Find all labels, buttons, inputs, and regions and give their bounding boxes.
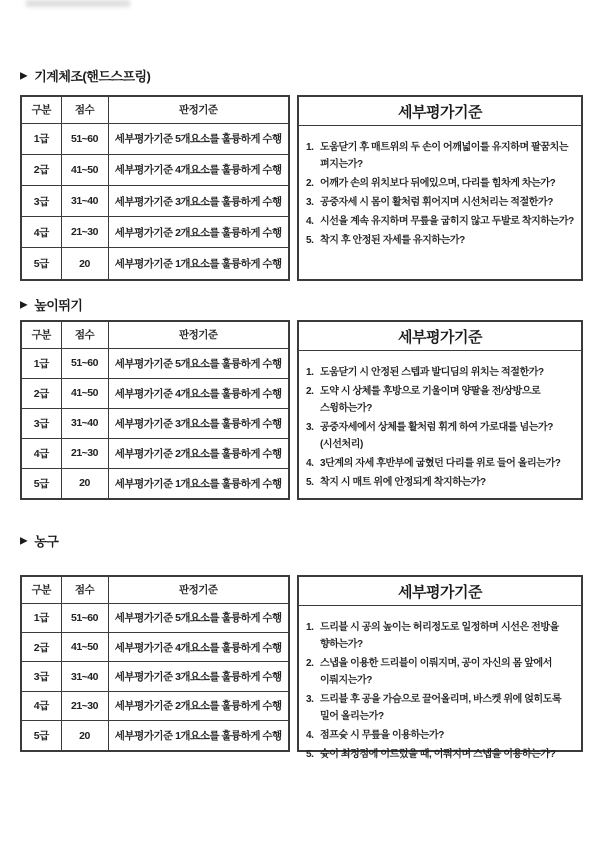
section-body-basketball xyxy=(20,575,583,760)
col-header-score: 점수 xyxy=(61,96,108,123)
detail-box-title: 세부평가기준 xyxy=(299,97,581,126)
cell-grade: 5급 xyxy=(21,248,61,280)
item-number: 1. xyxy=(306,367,314,378)
right-triangle-marker-icon: ▶ xyxy=(20,535,28,546)
detail-item xyxy=(306,213,577,230)
cell-grade: 4급 xyxy=(21,217,61,248)
item-text: 슛이 최정점에 이르렀을 때, 이뤄지며 스냅을 이용하는가? xyxy=(320,749,556,760)
cell-grade: 2급 xyxy=(21,378,61,408)
item-text: 도움닫기 후 매트위의 두 손이 어깨넓이를 유지하며 팔꿈치는 펴지는가? xyxy=(320,142,569,170)
col-header-criteria: 판정기준 xyxy=(108,321,289,348)
item-number: 4. xyxy=(306,458,314,469)
table-row xyxy=(21,603,289,632)
cell-criteria: 세부평가기준 5개요소를 훌륭하게 수행 xyxy=(108,348,289,378)
detail-box-title: 세부평가기준 xyxy=(299,577,581,606)
cell-score: 20 xyxy=(61,468,108,499)
detail-item xyxy=(306,619,577,653)
cell-score: 41~50 xyxy=(61,378,108,408)
cell-criteria: 세부평가기준 3개요소를 훌륭하게 수행 xyxy=(108,185,289,216)
table-row xyxy=(21,691,289,720)
cell-score: 21~30 xyxy=(61,438,108,468)
cell-grade: 5급 xyxy=(21,468,61,499)
section-title-text: 높이뛰기 xyxy=(34,298,83,313)
cell-score: 20 xyxy=(61,721,108,751)
cell-score: 31~40 xyxy=(61,185,108,216)
item-text: 공중자세에서 상체를 활처럼 휘게 하여 가로대를 넘는가? (시선처리) xyxy=(320,422,553,450)
cell-criteria: 세부평가기준 1개요소를 훌륭하게 수행 xyxy=(108,721,289,751)
item-text: 드리블 시 공의 높이는 허리정도로 일정하며 시선은 전방을 향하는가? xyxy=(320,622,559,650)
detail-item xyxy=(306,455,577,472)
cell-grade: 3급 xyxy=(21,185,61,216)
detail-item xyxy=(306,474,577,491)
cell-score: 51~60 xyxy=(61,603,108,632)
cell-grade: 4급 xyxy=(21,691,61,720)
detail-item xyxy=(306,139,577,173)
detail-item xyxy=(306,419,577,453)
cell-grade: 1급 xyxy=(21,123,61,154)
cell-grade: 2급 xyxy=(21,632,61,661)
table-row xyxy=(21,348,289,378)
cell-score: 31~40 xyxy=(61,408,108,438)
item-number: 2. xyxy=(306,658,314,669)
item-text: 점프슛 시 무릎을 이용하는가? xyxy=(320,730,444,741)
detail-items-list xyxy=(299,351,581,498)
cell-criteria: 세부평가기준 3개요소를 훌륭하게 수행 xyxy=(108,408,289,438)
item-number: 2. xyxy=(306,178,314,189)
detail-item xyxy=(306,691,577,725)
item-text: 3단계의 자세 후반부에 굽혔던 다리를 위로 들어 올리는가? xyxy=(320,458,561,469)
cell-criteria: 세부평가기준 1개요소를 훌륭하게 수행 xyxy=(108,468,289,499)
cell-criteria: 세부평가기준 5개요소를 훌륭하게 수행 xyxy=(108,603,289,632)
detail-item xyxy=(306,194,577,211)
table-row xyxy=(21,185,289,216)
cell-criteria: 세부평가기준 2개요소를 훌륭하게 수행 xyxy=(108,691,289,720)
item-text: 도움닫기 시 안정된 스텝과 발디딤의 위치는 적절한가? xyxy=(320,367,544,378)
cell-grade: 3급 xyxy=(21,662,61,691)
cell-criteria: 세부평가기준 1개요소를 훌륭하게 수행 xyxy=(108,248,289,280)
detail-item xyxy=(306,175,577,192)
cell-grade: 5급 xyxy=(21,721,61,751)
table-header-row xyxy=(21,576,289,603)
detail-item xyxy=(306,727,577,744)
detail-box-title: 세부평가기준 xyxy=(299,322,581,351)
item-number: 3. xyxy=(306,197,314,208)
col-header-grade: 구분 xyxy=(21,96,61,123)
detail-item xyxy=(306,232,577,249)
section-title-text: 농구 xyxy=(34,534,59,549)
detail-item xyxy=(306,746,577,763)
col-header-grade: 구분 xyxy=(21,321,61,348)
col-header-score: 점수 xyxy=(61,321,108,348)
table-row xyxy=(21,378,289,408)
item-number: 5. xyxy=(306,477,314,488)
grade-table xyxy=(20,95,290,281)
table-row xyxy=(21,123,289,154)
cell-criteria: 세부평가기준 2개요소를 훌륭하게 수행 xyxy=(108,438,289,468)
item-number: 3. xyxy=(306,694,314,705)
cell-criteria: 세부평가기준 2개요소를 훌륭하게 수행 xyxy=(108,217,289,248)
detail-criteria-box xyxy=(297,575,583,760)
item-number: 4. xyxy=(306,730,314,741)
detail-item xyxy=(306,655,577,689)
item-text: 착지 후 안정된 자세를 유지하는가? xyxy=(320,235,465,246)
section-title-basketball xyxy=(20,531,58,550)
cell-score: 21~30 xyxy=(61,691,108,720)
detail-item xyxy=(306,364,577,381)
section-title-text: 기계체조(핸드스프링) xyxy=(34,69,151,84)
grade-table xyxy=(20,320,290,500)
item-text: 도약 시 상체를 후방으로 기울이며 양팔을 전/상방으로 스윙하는가? xyxy=(320,386,541,414)
right-triangle-marker-icon: ▶ xyxy=(20,70,28,81)
table-row xyxy=(21,438,289,468)
item-text: 어깨가 손의 위치보다 뒤에있으며, 다리를 힘차게 차는가? xyxy=(320,178,556,189)
cell-grade: 4급 xyxy=(21,438,61,468)
detail-items-list xyxy=(299,126,581,279)
item-number: 1. xyxy=(306,142,314,153)
section-body-gymnastics xyxy=(20,95,583,281)
detail-item xyxy=(306,383,577,417)
cell-grade: 2급 xyxy=(21,154,61,185)
item-text: 시선을 계속 유지하며 무릎을 굽히지 않고 두발로 착지하는가? xyxy=(320,216,574,227)
table-row xyxy=(21,217,289,248)
right-triangle-marker-icon: ▶ xyxy=(20,299,28,310)
item-number: 3. xyxy=(306,422,314,433)
cell-score: 41~50 xyxy=(61,632,108,661)
item-text: 스냅을 이용한 드리블이 이뤄지며, 공이 자신의 몸 앞에서 이뤄지는가? xyxy=(320,658,553,686)
cell-criteria: 세부평가기준 4개요소를 훌륭하게 수행 xyxy=(108,154,289,185)
detail-items-list xyxy=(299,606,581,769)
item-number: 4. xyxy=(306,216,314,227)
detail-criteria-box xyxy=(297,320,583,500)
table-row xyxy=(21,408,289,438)
col-header-grade: 구분 xyxy=(21,576,61,603)
section-title-highjump xyxy=(20,295,82,314)
table-row xyxy=(21,662,289,691)
col-header-criteria: 판정기준 xyxy=(108,96,289,123)
col-header-score: 점수 xyxy=(61,576,108,603)
cell-score: 51~60 xyxy=(61,123,108,154)
col-header-criteria: 판정기준 xyxy=(108,576,289,603)
item-text: 착지 시 매트 위에 안정되게 착지하는가? xyxy=(320,477,486,488)
item-text: 공중자세 시 몸이 활처럼 휘어지며 시선처리는 적절한가? xyxy=(320,197,553,208)
cell-criteria: 세부평가기준 4개요소를 훌륭하게 수행 xyxy=(108,378,289,408)
cell-criteria: 세부평가기준 5개요소를 훌륭하게 수행 xyxy=(108,123,289,154)
cell-score: 51~60 xyxy=(61,348,108,378)
section-title-gymnastics xyxy=(20,66,150,85)
scan-artifact-smudge xyxy=(26,0,130,7)
cell-score: 20 xyxy=(61,248,108,280)
cell-grade: 1급 xyxy=(21,603,61,632)
item-number: 5. xyxy=(306,235,314,246)
cell-score: 21~30 xyxy=(61,217,108,248)
section-body-highjump xyxy=(20,320,583,500)
item-number: 5. xyxy=(306,749,314,760)
table-row xyxy=(21,248,289,280)
cell-criteria: 세부평가기준 3개요소를 훌륭하게 수행 xyxy=(108,662,289,691)
table-row xyxy=(21,632,289,661)
item-text: 드리블 후 공을 가슴으로 끌어올리며, 바스켓 위에 얹히도록 밀어 올리는가? xyxy=(320,694,562,722)
table-row xyxy=(21,721,289,751)
table-row xyxy=(21,468,289,499)
cell-grade: 1급 xyxy=(21,348,61,378)
table-row xyxy=(21,154,289,185)
grade-table xyxy=(20,575,290,752)
cell-grade: 3급 xyxy=(21,408,61,438)
table-header-row xyxy=(21,321,289,348)
detail-criteria-box xyxy=(297,95,583,281)
cell-score: 31~40 xyxy=(61,662,108,691)
cell-score: 41~50 xyxy=(61,154,108,185)
table-header-row xyxy=(21,96,289,123)
cell-criteria: 세부평가기준 4개요소를 훌륭하게 수행 xyxy=(108,632,289,661)
item-number: 2. xyxy=(306,386,314,397)
item-number: 1. xyxy=(306,622,314,633)
